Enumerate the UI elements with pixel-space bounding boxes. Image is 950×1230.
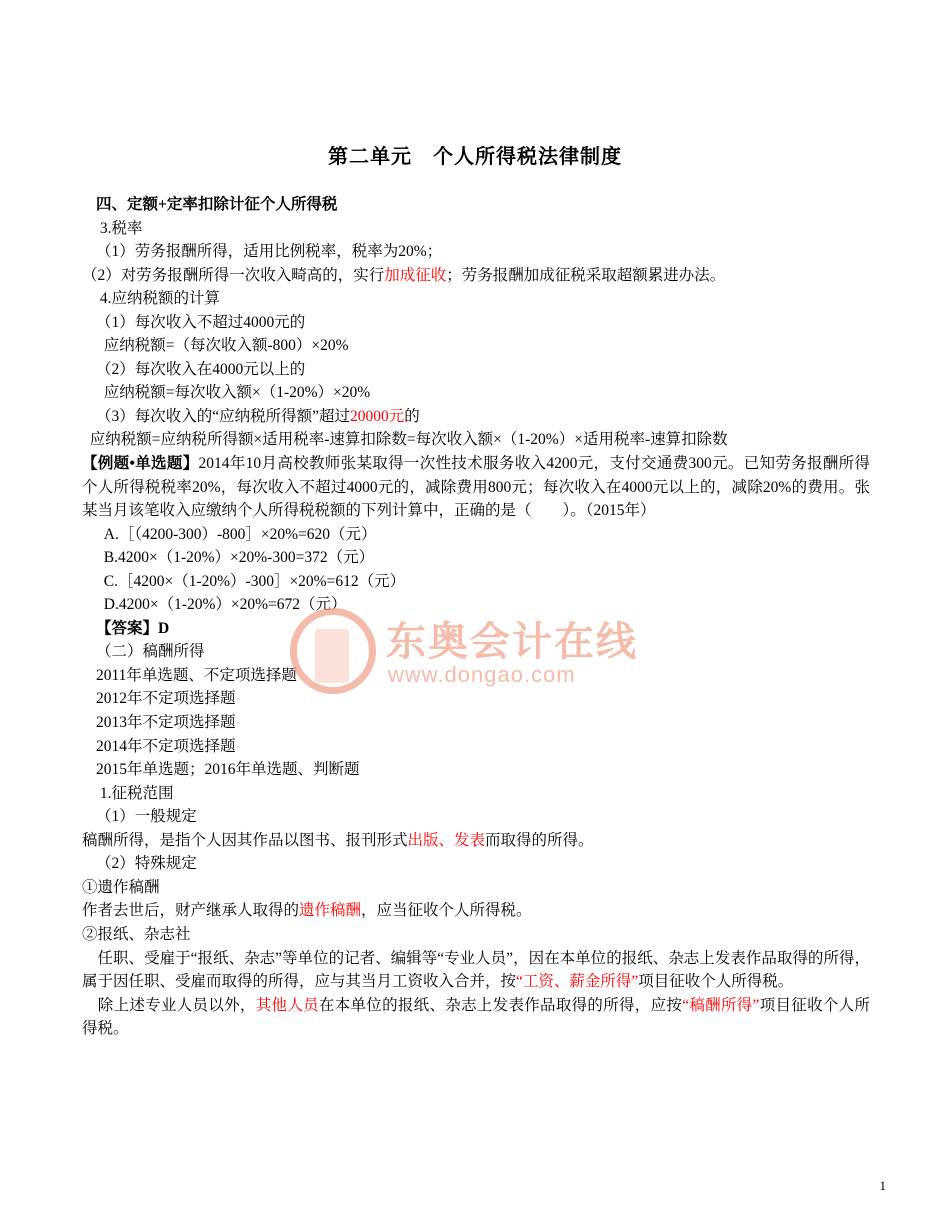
document-line [82,735,870,759]
document-line [82,311,870,335]
text-run: A.［（4200-300）-800］×20%=620（元） [96,525,377,543]
watermark-main-text: 东奥会计在线 [386,620,638,664]
document-line [82,876,870,900]
document-line [82,994,870,1041]
text-run: ①遗作稿酬 [82,878,160,896]
text-run: （2）每次收入在4000元以上的 [96,360,306,378]
page-number: 1 [879,1178,886,1193]
text-run: 应纳税额=（每次收入额-800）×20% [96,337,349,355]
text-run: 应纳税额=应纳税所得额×适用税率-速算扣除数=每次收入额×（1-20%）×适用税率-速算扣除数 [82,431,728,449]
text-run: 作者去世后，财产继承人取得的 [82,902,300,920]
text-run: （1）每次收入不超过4000元的 [96,313,306,331]
text-run: 2014年不定项选择题 [96,737,236,755]
page-title: 第二单元 个人所得税法律制度 [328,146,622,168]
highlighted-text: “稿酬所得” [682,996,760,1014]
document-line [82,593,870,617]
text-run: 2015年单选题；2016年单选题、判断题 [96,761,360,779]
document-line [82,452,870,523]
document-line [82,805,870,829]
document-line [82,428,870,452]
text-run: 应纳税额=每次收入额×（1-20%）×20% [96,384,371,402]
document-line [82,687,870,711]
text-run: （1）劳务报酬所得，适用比例税率，税率为20%； [96,243,443,261]
document-line [82,782,870,806]
text-run: ，应当征收个人所得税。 [361,902,532,920]
text-run: （2）特殊规定 [96,855,197,873]
document-body [82,193,870,1041]
document-line [82,829,870,853]
highlighted-text: 出版、发表 [407,831,486,849]
document-line [82,852,870,876]
watermark-sub-text: www.dongao.com [388,662,576,687]
document-line [82,899,870,923]
text-run: 2014年10月高校教师张某取得一次性技术服务收入4200元，支付交通费300元。已知劳务报酬所得个人所得税税率20%，每次收入不超过4000元的，减除费用800元；每次收入在4000元以上的，减除20%的费用。张某当月该笔收入应缴纳个人所得税税额的下列计算中，正确的是（ ）。（2015年） [82,455,870,520]
text-run: 项目征收个人所得税。 [82,996,870,1038]
highlighted-text: “工资、薪金所得” [516,973,639,991]
document-line [82,381,870,405]
text-run: 2011年单选题、不定项选择题 [96,666,297,684]
text-run: 4.应纳税额的计算 [96,290,221,308]
document-line [82,640,870,664]
document-line [82,758,870,782]
text-run: ；劳务报酬加成征税采取超额累进办法。 [446,266,726,284]
document-line [82,664,870,688]
text-run: 任职、受雇于“报纸、杂志”等单位的记者、编辑等“专业人员”，因在本单位的报纸、杂志上发表作品取得的所得，属于因任职、受雇而取得的所得，应与其当月工资收入合并，按 [82,949,870,991]
highlighted-text: 加成征收 [384,266,447,284]
document-line [82,334,870,358]
text-run: B.4200×（1-20%）×20%-300=372（元） [96,549,375,567]
document-line [82,923,870,947]
text-run: C.［4200×（1-20%）-300］×20%=612（元） [96,572,406,590]
text-run: D.4200×（1-20%）×20%=672（元） [96,596,347,614]
document-line [82,546,870,570]
text-run: 1.征税范围 [96,784,174,802]
text-run: 2012年不定项选择题 [96,690,236,708]
text-run: 而取得的所得。 [485,831,594,849]
text-run: 除上述专业人员以外， [82,996,256,1014]
document-line [82,523,870,547]
text-run: 的 [404,407,420,425]
text-run: 【例题•单选题】 [82,455,199,473]
text-run: （1）一般规定 [96,808,197,826]
text-run: 3.税率 [96,219,143,237]
text-run: （3）每次收入的“应纳税所得额”超过 [96,407,351,425]
highlighted-text: 遗作稿酬 [299,902,362,920]
text-run: 【答案】D [96,619,170,637]
text-run: 四、定额+定率扣除计征个人所得税 [96,196,338,213]
text-run: 在本单位的报纸、杂志上发表作品取得的所得，应按 [318,996,683,1014]
document-line [82,193,870,217]
text-run: ②报纸、杂志社 [82,925,191,943]
highlighted-text: 其他人员 [255,996,319,1014]
document-line [82,617,870,641]
text-run: 项目征收个人所得税。 [638,973,794,991]
text-run: 2013年不定项选择题 [96,714,236,732]
document-line [82,405,870,429]
document-line [82,217,870,241]
document-line [82,264,870,288]
highlighted-text: 20000元 [350,407,405,425]
document-line [82,240,870,264]
document-line [82,358,870,382]
document-line [82,711,870,735]
document-line [82,287,870,311]
text-run: 稿酬所得，是指个人因其作品以图书、报刊形式 [82,831,408,849]
document-line [82,570,870,594]
text-run: （二）稿酬所得 [96,643,205,661]
text-run: （2）对劳务报酬所得一次收入畸高的，实行 [82,266,385,284]
document-line [82,947,870,994]
